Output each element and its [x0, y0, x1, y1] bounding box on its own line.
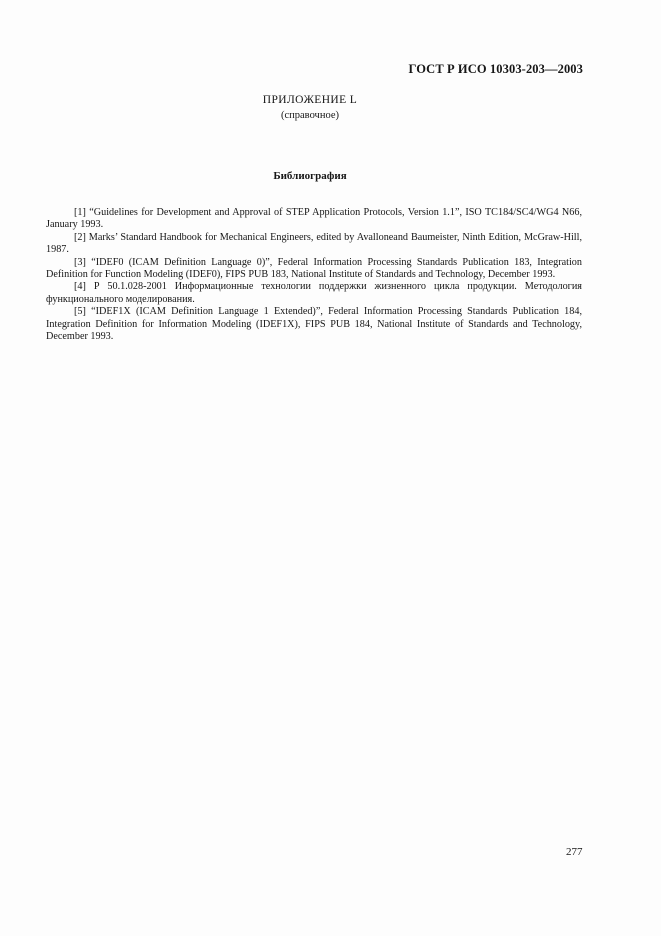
appendix-subtitle: (справочное) — [281, 110, 339, 121]
bibliography-entry-1: [1] “Guidelines for Development and Approval of STEP Application Protocols, Version 1.1”, ISO TC184/SC4/WG4 N66, January 1993. — [46, 207, 582, 231]
page-number: 277 — [566, 846, 583, 858]
appendix-title: ПРИЛОЖЕНИЕ L — [262, 94, 358, 106]
bibliography-heading: Библиография — [273, 170, 347, 182]
bibliography-entry-4: [4] Р 50.1.028-2001 Информационные технологии поддержки жизненного цикла продукции. Методология функционального моделирования. — [46, 281, 582, 305]
bibliography-entry-5: [5] “IDEF1X (ICAM Definition Language 1 Extended)”, Federal Information Processing Standards Publication 184, Integration Definition for Information Modeling (IDEF1X), FIPS PUB 184, National Institute of Standards and Technology, December 1993. — [46, 306, 582, 343]
bibliography-entry-3: [3] “IDEF0 (ICAM Definition Language 0)”, Federal Information Processing Standards Publication 183, Integration Definition for Function Modeling (IDEF0), FIPS PUB 183, National Institute of Standards and Technology, December 1993. — [46, 256, 582, 281]
standard-header: ГОСТ Р ИСО 10303-203—2003 — [408, 62, 583, 76]
bibliography-entry-2: [2] Marks’ Standard Handbook for Mechanical Engineers, edited by Avalloneand Baumeister, Ninth Edition, McGraw-Hill, 1987. — [46, 231, 582, 256]
bibliography-list — [46, 207, 582, 343]
